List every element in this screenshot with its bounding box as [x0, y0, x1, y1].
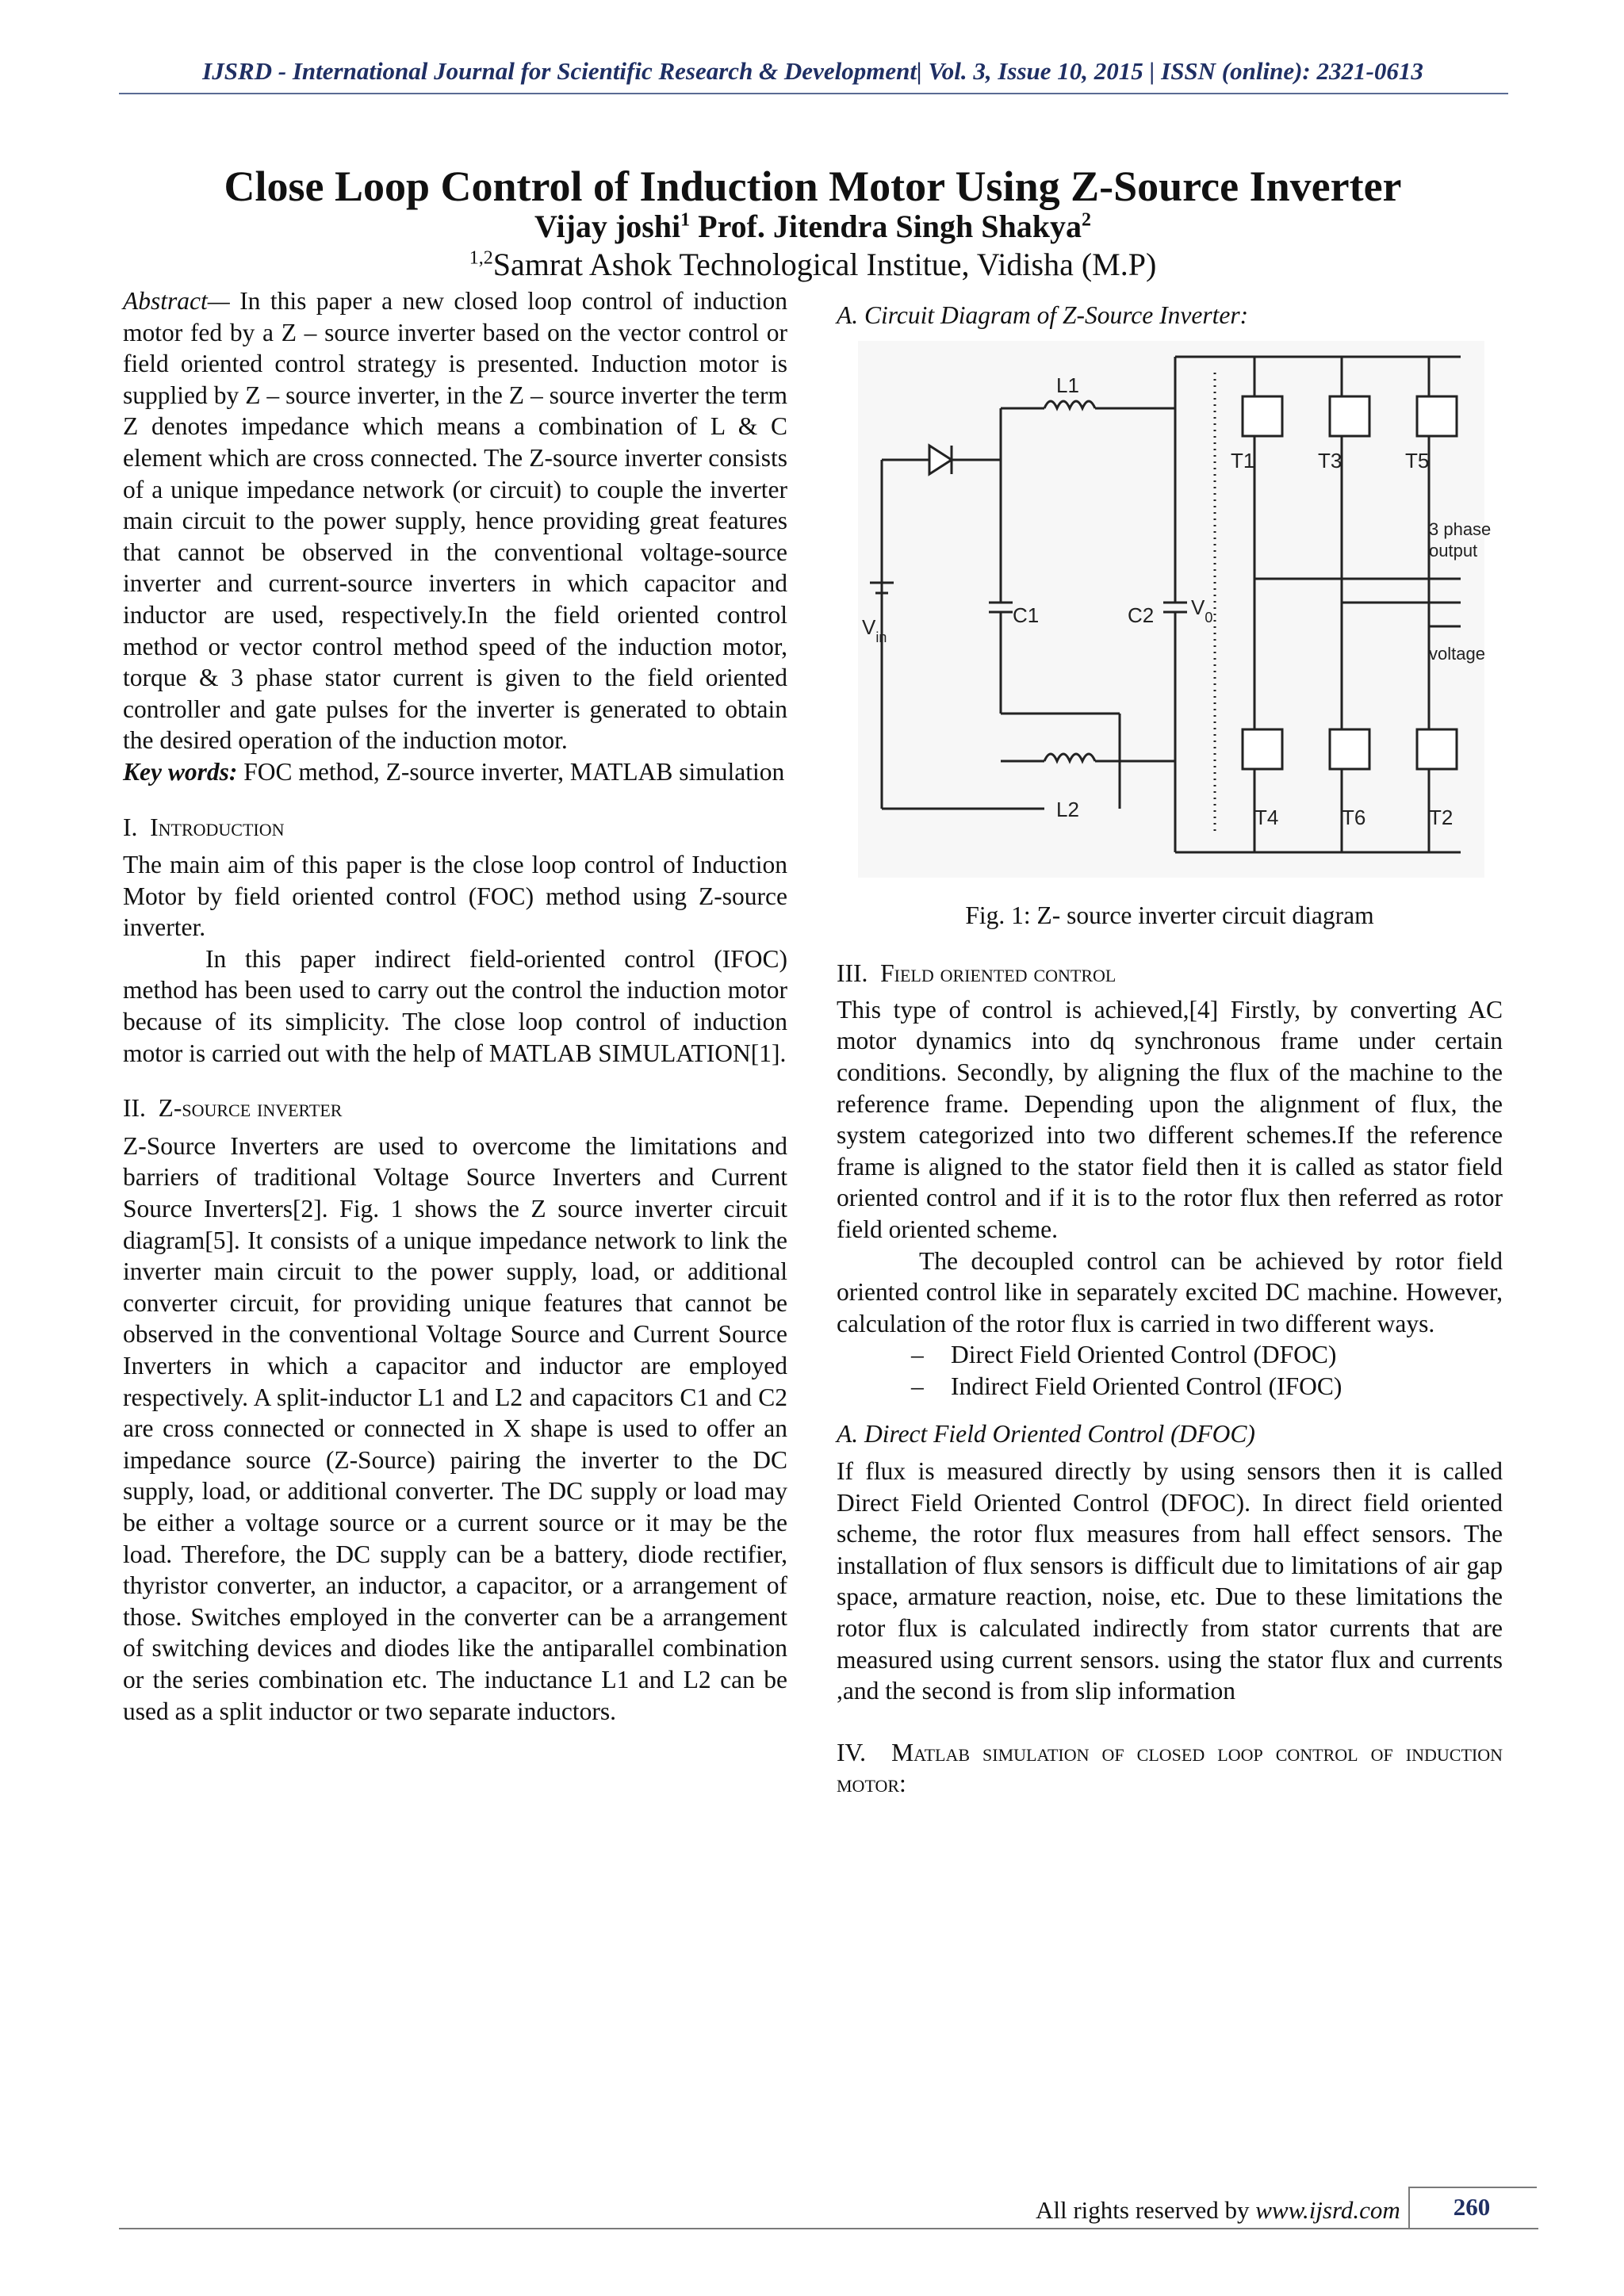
authors — [119, 208, 1507, 245]
paper-title: Close Loop Control of Induction Motor Using Z-Source Inverter — [224, 163, 1402, 210]
label-3-phase: 3 phase — [1429, 519, 1492, 539]
switch-t6 — [1330, 729, 1369, 769]
label-t4: T4 — [1254, 805, 1279, 829]
label-t6: T6 — [1342, 805, 1366, 829]
diode-symbol — [929, 446, 952, 474]
section-heading-intro: I. Introduction — [123, 813, 285, 841]
label-c1: C1 — [1013, 603, 1040, 627]
switch-t3 — [1330, 396, 1369, 436]
keywords-label: Key words: — [123, 757, 238, 786]
label-l1: L1 — [1056, 373, 1079, 397]
figure-caption: Fig. 1: Z- source inverter circuit diagram — [965, 901, 1374, 929]
label-t3: T3 — [1318, 448, 1342, 473]
foc-paragraph-2: The decoupled control can be achieved by rotor field oriented control like in separately excited DC machine. However, calculation of the rotor flux is carried in two different ways. — [837, 1246, 1503, 1337]
z-source-circuit-diagram — [858, 341, 1492, 878]
affiliation-sup: 1,2 — [469, 247, 493, 269]
section-heading-matlab: IV. Matlab simulation of closed loop control of induction motor: — [837, 1738, 1503, 1798]
label-l2: L2 — [1056, 797, 1079, 821]
header-rule — [119, 93, 1508, 94]
author-2: Prof. Jitendra Singh Shakya — [698, 209, 1082, 244]
label-t2: T2 — [1429, 805, 1454, 829]
page-number: 260 — [1453, 2193, 1491, 2221]
dfoc-subheading: A. Direct Field Oriented Control (DFOC) — [837, 1419, 1255, 1448]
switch-t1 — [1243, 396, 1282, 436]
label-output: output — [1429, 540, 1478, 561]
label-voltage: voltage — [1429, 643, 1485, 664]
abstract — [123, 285, 787, 756]
section-heading-foc: III. Field oriented control — [837, 959, 1116, 988]
abstract-text: In this paper a new closed loop control of induction motor fed by a Z – source inverter based on the vector control or field oriented control strategy is presented. Induction motor is supplied by Z – source inverter, in the Z – source inverter the term Z denotes impedance which means a combination of L & C element which are cross connected. The Z-source inverter consists of a unique impedance network (or circuit) to couple the inverter main circuit to the power supply, hence providing great features that cannot be observed in the conventional voltage-source inverter and current-source inverters in which capacitor and inductor are used, respectively.In the field oriented control method or vector control method speed of the induction motor, torque & 3 phase stator current is given to the field oriented controller and gate pulses for the inverter is generated to obtain the desired operation of the induction motor. — [123, 287, 788, 755]
circuit-subheading: A. Circuit Diagram of Z-Source Inverter: — [837, 301, 1249, 329]
affiliation — [119, 246, 1507, 283]
author-2-sup: 2 — [1081, 209, 1091, 231]
keywords-text: FOC method, Z-source inverter, MATLAB simulation — [243, 757, 785, 786]
list-item: – Indirect Field Oriented Control (IFOC) — [911, 1372, 1342, 1400]
affiliation-text: Samrat Ashok Technological Institue, Vidisha (M.P) — [492, 247, 1157, 282]
switch-t5 — [1417, 396, 1457, 436]
circuit-diagram-figure — [858, 341, 1492, 878]
inductor-l2 — [1044, 754, 1095, 761]
abstract-label: Abstract— — [123, 287, 230, 315]
label-vin: $V_{in}$ — [862, 614, 887, 645]
footer-rights: All rights reserved by www.ijsrd.com — [1036, 2196, 1400, 2224]
intro-paragraph-1: The main aim of this paper is the close loop control of Induction Motor by field oriented control (FOC) method using Z-source inverter. — [123, 851, 787, 942]
left-column — [123, 285, 787, 1727]
switch-t2 — [1417, 729, 1457, 769]
inductor-l1 — [1044, 401, 1095, 408]
list-item: – Direct Field Oriented Control (DFOC) — [911, 1341, 1337, 1369]
label-c2: C2 — [1128, 603, 1155, 627]
author-1: Vijay joshi — [534, 209, 681, 244]
switch-t4 — [1243, 729, 1282, 769]
foc-paragraph-1: This type of control is achieved,[4] Firstly, by converting AC motor dynamics into dq synchronous frame under certain conditions. Secondly, by aligning the flux of the machine to the reference frame. Depending upon the alignment of flux, the system categorized into two different schemes.If the reference frame is aligned to the stator field then it is called as stator field oriented control and if it is to the rotor flux then referred as rotor field oriented scheme. — [837, 995, 1503, 1243]
right-column — [837, 285, 1503, 1800]
zsource-paragraph-1: Z-Source Inverters are used to overcome the limitations and barriers of traditional Voltage Source Inverters and Current Source Inverters[2]. Fig. 1 shows the Z source inverter circuit diagram[5]. It consists of a unique impedance network to link the inverter main circuit to the power supply, load, or additional converter circuit, for providing unique features that cannot be observed in the conventional Voltage Source and Current Source Inverters in which a capacitor and inductor are employed respectively. A split-inductor L1 and L2 and capacitors C1 and C2 are cross connected or connected in X shape is used to offer an impedance source (Z-Source) pairing the inverter to the DC supply, load, or additional converter. The DC supply or load may be either a voltage source or a current source or it may be the load. Therefore, the DC supply can be a battery, diode rectifier, thyristor converter, an inductor, a capacitor, or a arrangement of those. Switches employed in the converter can be a arrangement of switching devices and diodes like the antiparallel combination or the series combination etc. The inductance L1 and L2 can be used as a split inductor or two separate inductors. — [123, 1131, 787, 1725]
intro-paragraph-2: In this paper indirect field-oriented control (IFOC) method has been used to carry out the control the induction motor because of its simplicity. The close loop control of induction motor is carried out with the help of MATLAB SIMULATION[1]. — [123, 944, 787, 1067]
label-t5: T5 — [1405, 448, 1430, 473]
dfoc-paragraph-1: If flux is measured directly by using sensors then it is called Direct Field Oriented Control (DFOC). In direct field oriented scheme, the rotor flux measures from hall effect sensors. The installation of flux sensors is difficult due to limitations of air gap space, armature reaction, noise, etc. Due to these limitations the rotor flux is calculated indirectly from stator currents that are measured using current sensors. using the stator flux and currents ,and the second is from slip information — [837, 1457, 1503, 1705]
label-vo: $V_0$ — [1191, 595, 1213, 626]
section-heading-zsource: II. Z-source inverter — [123, 1094, 343, 1123]
footer-rule — [119, 2228, 1538, 2229]
keywords — [123, 756, 787, 788]
label-t1: T1 — [1231, 448, 1255, 473]
author-1-sup: 1 — [680, 209, 691, 231]
footer-site-link[interactable]: www.ijsrd.com — [1255, 2196, 1400, 2224]
journal-header: IJSRD - International Journal for Scientific Research & Development| Vol. 3, Issue 10, 2015 | ISSN (online): 2321-0613 — [202, 57, 1423, 85]
